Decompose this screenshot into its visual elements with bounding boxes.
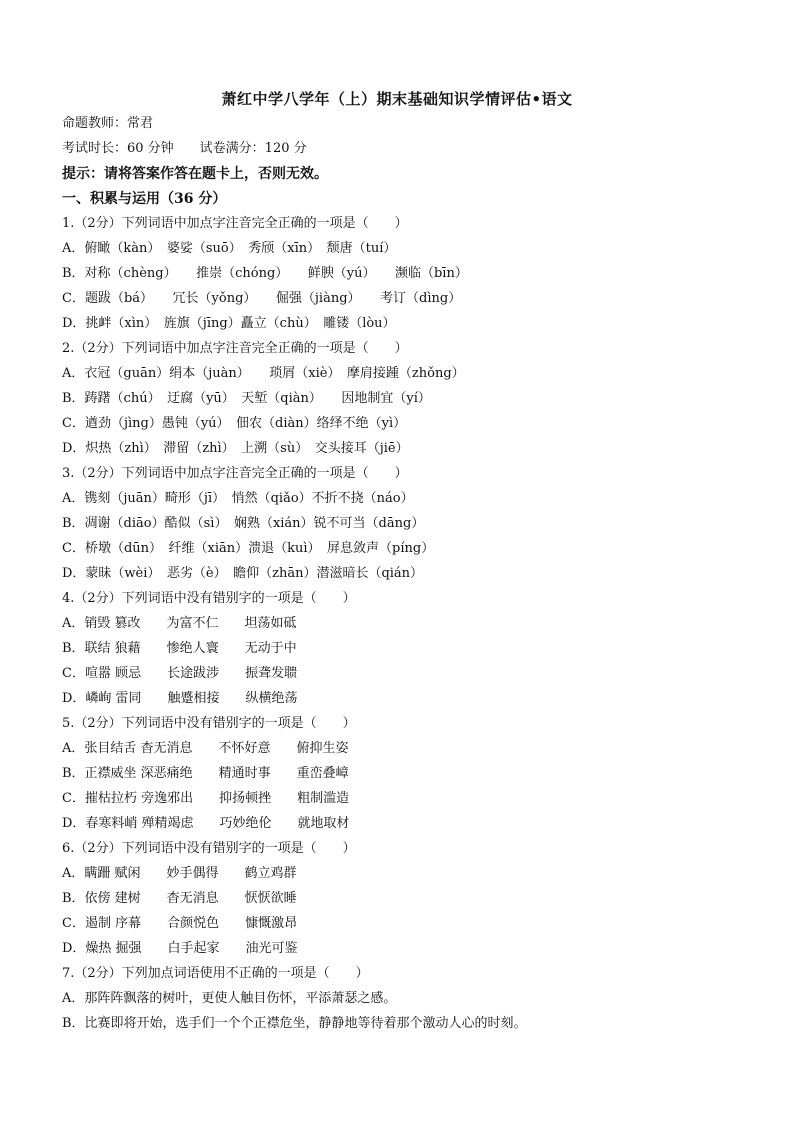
answer-option: A．俯瞰（kàn） 婆娑（suō） 秀颀（xīn） 颓唐（tuí） bbox=[62, 241, 397, 256]
question-stem: 7.（2分）下列加点词语使用不正确的一项是（ ） bbox=[62, 966, 369, 981]
question-stem: 3.（2分）下列词语中加点字注音完全正确的一项是（ ） bbox=[62, 466, 408, 481]
answer-option: C．题跋（bá） 冗长（yǒng） 倔强（jiàng） 考订（dìng） bbox=[62, 291, 462, 306]
answer-option: C．桥墩（dūn） 纤维（xiān）溃退（kuì） 屏息敛声（píng） bbox=[62, 541, 435, 556]
answer-option: C．摧枯拉朽 旁逸邪出 抑扬顿挫 粗制滥造 bbox=[62, 791, 350, 806]
answer-option: A．那阵阵飘落的树叶，更使人触目伤怀，平添萧瑟之感。 bbox=[62, 991, 397, 1006]
question-stem: 2.（2分）下列词语中加点字注音完全正确的一项是（ ） bbox=[62, 341, 408, 356]
answer-option: A．销毁 篡改 为富不仁 坦荡如砥 bbox=[62, 616, 297, 631]
answer-option: D．春寒料峭 殚精竭虑 巧妙绝伦 就地取材 bbox=[62, 816, 350, 831]
answer-option: B．踌躇（chú） 迂腐（yū） 天堑（qiàn） 因地制宜（yí） bbox=[62, 391, 431, 406]
answer-option: B．依傍 建树 杳无消息 恹恹欲睡 bbox=[62, 891, 297, 906]
answer-option: C．喧嚣 顾忌 长途跋涉 振聋发聩 bbox=[62, 666, 298, 681]
answer-option: A．张目结舌 杳无消息 不怀好意 俯抑生姿 bbox=[62, 741, 349, 756]
answer-option: D．炽热（zhì） 滞留（zhì） 上溯（sù） 交头接耳（jiē） bbox=[62, 441, 409, 456]
answer-option: B．比赛即将开始，选手们一个个正襟危坐，静静地等待着那个激动人心的时刻。 bbox=[62, 1016, 527, 1031]
answer-option: A．镌刻（juān）畸形（jī） 悄然（qiǎo）不折不挠（náo） bbox=[62, 491, 414, 506]
section-heading: 一、积累与运用（36 分） bbox=[62, 191, 227, 207]
answer-option: C．遏制 序幕 合颜悦色 慷慨激昂 bbox=[62, 916, 298, 931]
answer-option: C．遒劲（jìng）愚钝（yú） 佃农（diàn）络绎不绝（yì） bbox=[62, 416, 407, 431]
exam-info-line: 考试时长：60 分钟 试卷满分：120 分 bbox=[62, 141, 307, 156]
answer-option: D．蒙昧（wèi） 恶劣（è） 瞻仰（zhān）潜滋暗长（qián） bbox=[62, 566, 424, 581]
answer-option: D．挑衅（xìn） 旌旗（jīng）矗立（chù） 雕镂（lòu） bbox=[62, 316, 396, 331]
question-stem: 1.（2分）下列词语中加点字注音完全正确的一项是（ ） bbox=[62, 216, 408, 231]
question-stem: 6.（2分）下列词语中没有错别字的一项是（ ） bbox=[62, 841, 356, 856]
question-stem: 4.（2分）下列词语中没有错别字的一项是（ ） bbox=[62, 591, 356, 606]
answer-option: A．瞒跚 赋闲 妙手偶得 鹤立鸡群 bbox=[62, 866, 297, 881]
answer-option: D．燥热 掘强 白手起家 油光可鉴 bbox=[62, 941, 298, 956]
question-stem: 5.（2分）下列词语中没有错别字的一项是（ ） bbox=[62, 716, 356, 731]
notice-line: 提示：请将答案作答在题卡上，否则无效。 bbox=[62, 166, 328, 182]
answer-option: D．嶙峋 雷同 触蹙相接 纵横绝荡 bbox=[62, 691, 298, 706]
page-title: 萧红中学八学年（上）期末基础知识学情评估•语文 bbox=[221, 90, 573, 108]
answer-option: B．联结 狼藉 惨绝人寰 无动于中 bbox=[62, 641, 297, 656]
answer-option: B．对称（chèng） 推崇（chóng） 鲜腴（yú） 濒临（bīn） bbox=[62, 266, 468, 281]
teacher-line: 命题教师：常君 bbox=[62, 116, 154, 131]
answer-option: B．凋谢（diāo）酷似（sì） 娴熟（xián）锐不可当（dāng） bbox=[62, 516, 425, 531]
answer-option: B．正襟威坐 深恶痛绝 精通时事 重峦叠嶂 bbox=[62, 766, 349, 781]
answer-option: A．衣冠（guān）绢本（juàn） 琐屑（xiè） 摩肩接踵（zhǒng） bbox=[62, 366, 465, 381]
